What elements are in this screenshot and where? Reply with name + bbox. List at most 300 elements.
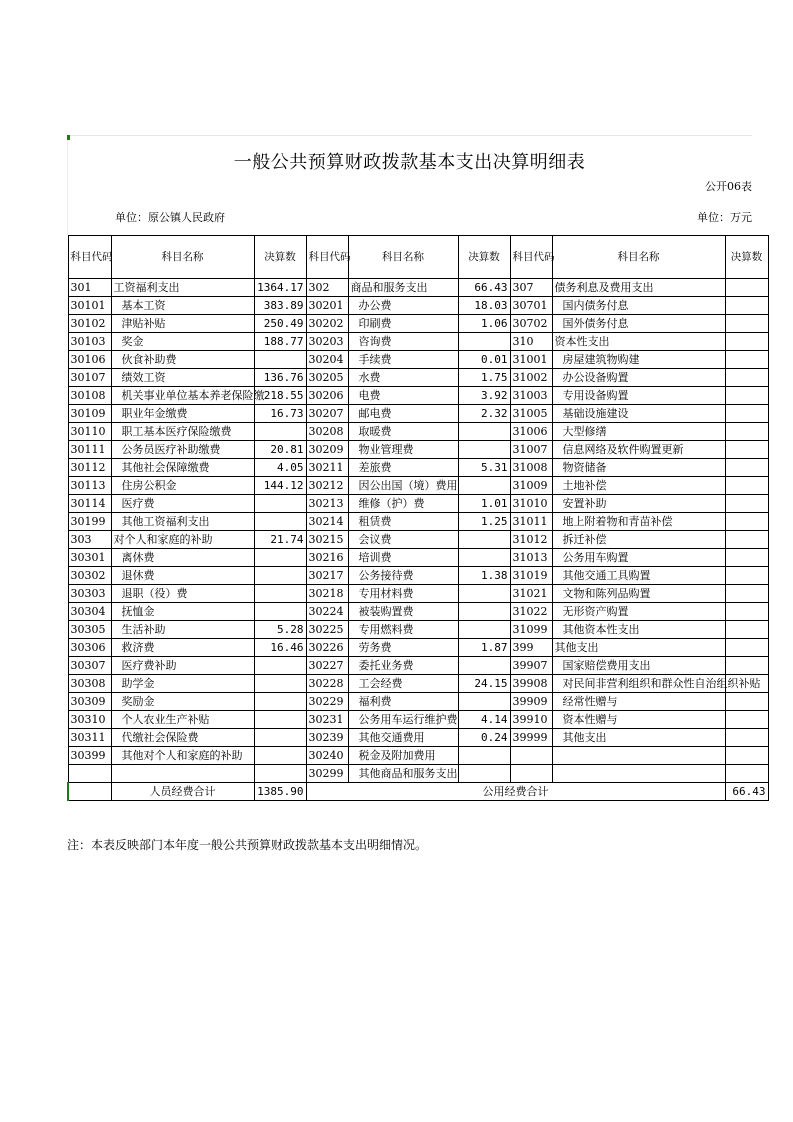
- cell-name: 医疗费: [111, 495, 254, 513]
- cell-name: 资本性赠与: [552, 711, 725, 729]
- cell-name: 医疗费补助: [111, 657, 254, 675]
- cell-amount: 1364.17: [254, 279, 306, 297]
- cell-name: 国家赔偿费用支出: [552, 657, 725, 675]
- cell-amount: [254, 747, 306, 765]
- cell-code: 30299: [306, 765, 348, 783]
- cell-amount: 1.75: [458, 369, 510, 387]
- cell-amount: 1.25: [458, 513, 510, 531]
- cell-code: 30309: [68, 693, 111, 711]
- cell-amount: [458, 693, 510, 711]
- cell-code: 31013: [510, 549, 552, 567]
- table-row: [68, 315, 768, 333]
- cell-code: 30701: [510, 297, 552, 315]
- cell-amount: [725, 333, 768, 351]
- cell-amount: [254, 513, 306, 531]
- cell-amount: [254, 567, 306, 585]
- cell-name: 抚恤金: [111, 603, 254, 621]
- cell-name: 邮电费: [348, 405, 458, 423]
- cell-amount: 1.38: [458, 567, 510, 585]
- cell-amount: [458, 549, 510, 567]
- cell-amount: [254, 423, 306, 441]
- cell-name: 其他商品和服务支出: [348, 765, 458, 783]
- cell-name: 其他支出: [552, 639, 725, 657]
- cell-code: 30228: [306, 675, 348, 693]
- cell-name: [552, 765, 725, 783]
- table-row: [68, 369, 768, 387]
- cell-name: 代缴社会保险费: [111, 729, 254, 747]
- cell-code: 30226: [306, 639, 348, 657]
- cell-name: 工会经费: [348, 675, 458, 693]
- cell-amount: 18.03: [458, 297, 510, 315]
- cell-amount: 218.55: [254, 387, 306, 405]
- cell-code: 30304: [68, 603, 111, 621]
- cell-code: 30231: [306, 711, 348, 729]
- cell-code: 30202: [306, 315, 348, 333]
- cell-code: 30214: [306, 513, 348, 531]
- cell-amount: [725, 405, 768, 423]
- cell-amount: 20.81: [254, 441, 306, 459]
- cell-name: 劳务费: [348, 639, 458, 657]
- cell-amount: [725, 693, 768, 711]
- table-row: [68, 621, 768, 639]
- cell-name: 奖励金: [111, 693, 254, 711]
- cell-amount: [458, 441, 510, 459]
- cell-code: 303: [68, 531, 111, 549]
- cell-name: 因公出国（境）费用: [348, 477, 458, 495]
- cell-code: 30103: [68, 333, 111, 351]
- personnel-total-label: 人员经费合计: [111, 783, 254, 801]
- expenditure-table: [67, 235, 769, 801]
- cell-amount: [254, 549, 306, 567]
- cell-name: 对个人和家庭的补助: [111, 531, 254, 549]
- header-code-3: 科目代码: [510, 236, 552, 279]
- cell-name: 其他支出: [552, 729, 725, 747]
- cell-code: 30302: [68, 567, 111, 585]
- table-row: [68, 333, 768, 351]
- cell-code: 30112: [68, 459, 111, 477]
- cell-name: 专用材料费: [348, 585, 458, 603]
- cell-code: 39907: [510, 657, 552, 675]
- table-row: [68, 693, 768, 711]
- table-row: [68, 513, 768, 531]
- cell-name: 差旅费: [348, 459, 458, 477]
- cell-code: 30399: [68, 747, 111, 765]
- cell-name: 其他交通费用: [348, 729, 458, 747]
- cell-amount: 4.05: [254, 459, 306, 477]
- cell-code: 30203: [306, 333, 348, 351]
- cell-name: 公务接待费: [348, 567, 458, 585]
- cell-name: 机关事业单位基本养老保险缴: [111, 387, 254, 405]
- cell-amount: 1.87: [458, 639, 510, 657]
- table-row: [68, 387, 768, 405]
- header-name-1: 科目名称: [111, 236, 254, 279]
- cell-amount: [254, 657, 306, 675]
- header-amount-2: 决算数: [458, 236, 510, 279]
- cell-amount: 188.77: [254, 333, 306, 351]
- header-code-1: 科目代码: [68, 236, 111, 279]
- cell-amount: [254, 603, 306, 621]
- cell-name: 退职（役）费: [111, 585, 254, 603]
- cell-name: 伙食补助费: [111, 351, 254, 369]
- cell-name: 税金及附加费用: [348, 747, 458, 765]
- cell-code: 31010: [510, 495, 552, 513]
- cell-amount: [725, 747, 768, 765]
- cell-code: 30307: [68, 657, 111, 675]
- table-row: [68, 405, 768, 423]
- header-name-2: 科目名称: [348, 236, 458, 279]
- table-body: [68, 279, 768, 783]
- cell-amount: 1.06: [458, 315, 510, 333]
- cell-code: 31011: [510, 513, 552, 531]
- cell-name: 离休费: [111, 549, 254, 567]
- personnel-total-value: 1385.90: [254, 783, 306, 801]
- cell-code: 399: [510, 639, 552, 657]
- cell-amount: 5.31: [458, 459, 510, 477]
- currency-unit-label: 单位：万元: [697, 211, 752, 224]
- cell-code: 30305: [68, 621, 111, 639]
- cell-amount: [254, 585, 306, 603]
- header-amount-3: 决算数: [725, 236, 768, 279]
- cell-name: 办公设备购置: [552, 369, 725, 387]
- cell-code: 30213: [306, 495, 348, 513]
- cell-code: 30106: [68, 351, 111, 369]
- totals-blank: [68, 783, 111, 801]
- cell-code: 30702: [510, 315, 552, 333]
- cell-amount: [725, 531, 768, 549]
- cell-name: 咨询费: [348, 333, 458, 351]
- cell-name: 取暖费: [348, 423, 458, 441]
- cell-code: 31009: [510, 477, 552, 495]
- cell-name: 培训费: [348, 549, 458, 567]
- cell-name: 电费: [348, 387, 458, 405]
- cell-code: 30108: [68, 387, 111, 405]
- cell-name: 其他交通工具购置: [552, 567, 725, 585]
- cell-code: 30215: [306, 531, 348, 549]
- cell-amount: [725, 387, 768, 405]
- cell-amount: [725, 513, 768, 531]
- cell-code: 31012: [510, 531, 552, 549]
- cell-name: [111, 765, 254, 783]
- table-header-row: [68, 236, 768, 279]
- cell-code: 31005: [510, 405, 552, 423]
- cell-name: 专用设备购置: [552, 387, 725, 405]
- cell-name: 生活补助: [111, 621, 254, 639]
- cell-name: 公务用车购置: [552, 549, 725, 567]
- cell-code: 30311: [68, 729, 111, 747]
- cell-code: 30113: [68, 477, 111, 495]
- cell-code: 30114: [68, 495, 111, 513]
- cell-name: 奖金: [111, 333, 254, 351]
- cell-amount: 250.49: [254, 315, 306, 333]
- table-row: [68, 459, 768, 477]
- cell-amount: [254, 675, 306, 693]
- cell-code: 30111: [68, 441, 111, 459]
- cell-marker: [67, 135, 70, 140]
- cell-name: 其他工资福利支出: [111, 513, 254, 531]
- cell-code: 30109: [68, 405, 111, 423]
- cell-name: 文物和陈列品购置: [552, 585, 725, 603]
- cell-amount: [458, 765, 510, 783]
- cell-name: 国外债务付息: [552, 315, 725, 333]
- cell-code: 30206: [306, 387, 348, 405]
- cell-name: 对民间非营利组织和群众性自治组织补贴: [552, 675, 725, 693]
- cell-code: 301: [68, 279, 111, 297]
- cell-name: 国内债务付息: [552, 297, 725, 315]
- cell-code: 30308: [68, 675, 111, 693]
- cell-code: 30205: [306, 369, 348, 387]
- header-name-3: 科目名称: [552, 236, 725, 279]
- public-total-label: 公用经费合计: [306, 783, 725, 801]
- cell-code: 30207: [306, 405, 348, 423]
- cell-amount: [254, 693, 306, 711]
- cell-name: 会议费: [348, 531, 458, 549]
- table-row: [68, 279, 768, 297]
- cell-amount: 2.32: [458, 405, 510, 423]
- cell-name: 福利费: [348, 693, 458, 711]
- form-number: 公开06表: [705, 180, 752, 193]
- cell-name: 物资储备: [552, 459, 725, 477]
- cell-amount: [725, 567, 768, 585]
- sheet-top-border: [67, 135, 752, 136]
- cell-name: 物业管理费: [348, 441, 458, 459]
- cell-name: 资本性支出: [552, 333, 725, 351]
- table-row: [68, 603, 768, 621]
- cell-name: 退休费: [111, 567, 254, 585]
- table-row: [68, 765, 768, 783]
- cell-amount: 5.28: [254, 621, 306, 639]
- cell-code: 30199: [68, 513, 111, 531]
- table-row: [68, 729, 768, 747]
- unit-label: 单位：原公镇人民政府: [115, 211, 225, 224]
- cell-amount: 66.43: [458, 279, 510, 297]
- cell-amount: [725, 351, 768, 369]
- cell-amount: 136.76: [254, 369, 306, 387]
- cell-amount: 21.74: [254, 531, 306, 549]
- cell-code: [68, 765, 111, 783]
- cell-code: 39999: [510, 729, 552, 747]
- table-row: [68, 567, 768, 585]
- cell-code: 310: [510, 333, 552, 351]
- header-amount-1: 决算数: [254, 236, 306, 279]
- cell-amount: [254, 351, 306, 369]
- cell-code: 30224: [306, 603, 348, 621]
- cell-amount: [725, 711, 768, 729]
- cell-name: 职工基本医疗保险缴费: [111, 423, 254, 441]
- cell-name: 经常性赠与: [552, 693, 725, 711]
- cell-code: 39908: [510, 675, 552, 693]
- cell-amount: [725, 729, 768, 747]
- cell-code: 39909: [510, 693, 552, 711]
- cell-amount: [725, 477, 768, 495]
- public-total-value: 66.43: [725, 783, 768, 801]
- cell-code: 30229: [306, 693, 348, 711]
- table-row: [68, 747, 768, 765]
- cell-code: 30227: [306, 657, 348, 675]
- cell-name: 公务用车运行维护费: [348, 711, 458, 729]
- table-row: [68, 495, 768, 513]
- cell-name: 其他对个人和家庭的补助: [111, 747, 254, 765]
- cell-name: 拆迁补偿: [552, 531, 725, 549]
- totals-row: [68, 783, 768, 801]
- cell-amount: [458, 531, 510, 549]
- cell-amount: 24.15: [458, 675, 510, 693]
- cell-amount: [725, 495, 768, 513]
- cell-name: 工资福利支出: [111, 279, 254, 297]
- cell-name: 基本工资: [111, 297, 254, 315]
- cell-amount: [725, 549, 768, 567]
- cell-code: 31021: [510, 585, 552, 603]
- cell-code: 31006: [510, 423, 552, 441]
- cell-code: 30239: [306, 729, 348, 747]
- cell-amount: [725, 369, 768, 387]
- table-row: [68, 423, 768, 441]
- cell-amount: [458, 423, 510, 441]
- cell-amount: 0.24: [458, 729, 510, 747]
- cell-code: 302: [306, 279, 348, 297]
- cell-code: 31002: [510, 369, 552, 387]
- cell-name: [552, 747, 725, 765]
- table-row: [68, 477, 768, 495]
- cell-amount: [725, 459, 768, 477]
- table-row: [68, 711, 768, 729]
- cell-name: 救济费: [111, 639, 254, 657]
- cell-amount: [458, 621, 510, 639]
- cell-code: 31008: [510, 459, 552, 477]
- cell-name: 维修（护）费: [348, 495, 458, 513]
- cell-amount: [458, 333, 510, 351]
- table-row: [68, 351, 768, 369]
- cell-amount: 0.01: [458, 351, 510, 369]
- cell-code: 30204: [306, 351, 348, 369]
- cell-amount: 16.73: [254, 405, 306, 423]
- cell-amount: [725, 765, 768, 783]
- cell-amount: [725, 279, 768, 297]
- cell-code: 30303: [68, 585, 111, 603]
- cell-name: 津贴补贴: [111, 315, 254, 333]
- table-row: [68, 585, 768, 603]
- cell-amount: [458, 585, 510, 603]
- cell-amount: 16.46: [254, 639, 306, 657]
- cell-code: 31099: [510, 621, 552, 639]
- table-row: [68, 657, 768, 675]
- cell-name: 公务员医疗补助缴费: [111, 441, 254, 459]
- cell-amount: [254, 711, 306, 729]
- cell-amount: [458, 603, 510, 621]
- cell-code: 30310: [68, 711, 111, 729]
- cell-name: 个人农业生产补贴: [111, 711, 254, 729]
- cell-code: 30209: [306, 441, 348, 459]
- cell-amount: [725, 639, 768, 657]
- cell-name: 印刷费: [348, 315, 458, 333]
- cell-code: 30107: [68, 369, 111, 387]
- cell-amount: 1.01: [458, 495, 510, 513]
- cell-amount: 4.14: [458, 711, 510, 729]
- cell-amount: [725, 315, 768, 333]
- cell-name: 住房公积金: [111, 477, 254, 495]
- cell-name: 其他社会保障缴费: [111, 459, 254, 477]
- cell-name: 基础设施建设: [552, 405, 725, 423]
- cell-name: 助学金: [111, 675, 254, 693]
- cell-amount: [458, 747, 510, 765]
- cell-code: 31022: [510, 603, 552, 621]
- cell-code: 30225: [306, 621, 348, 639]
- cell-name: 其他资本性支出: [552, 621, 725, 639]
- cell-code: 30208: [306, 423, 348, 441]
- cell-name: 商品和服务支出: [348, 279, 458, 297]
- table-row: [68, 639, 768, 657]
- cell-name: 被装购置费: [348, 603, 458, 621]
- cell-amount: [725, 603, 768, 621]
- cell-code: 30102: [68, 315, 111, 333]
- cell-amount: [725, 585, 768, 603]
- cell-code: 30306: [68, 639, 111, 657]
- cell-code: 39910: [510, 711, 552, 729]
- cell-amount: [254, 729, 306, 747]
- cell-amount: 383.89: [254, 297, 306, 315]
- cell-code: 30101: [68, 297, 111, 315]
- cell-name: 大型修缮: [552, 423, 725, 441]
- cell-amount: [725, 297, 768, 315]
- table-row: [68, 531, 768, 549]
- cell-code: 30201: [306, 297, 348, 315]
- cell-name: 土地补偿: [552, 477, 725, 495]
- cell-code: 31007: [510, 441, 552, 459]
- table-row: [68, 441, 768, 459]
- cell-code: 31003: [510, 387, 552, 405]
- cell-code: [510, 747, 552, 765]
- cell-code: 30212: [306, 477, 348, 495]
- cell-code: 30240: [306, 747, 348, 765]
- cell-code: 30218: [306, 585, 348, 603]
- cell-code: 31001: [510, 351, 552, 369]
- cell-name: 租赁费: [348, 513, 458, 531]
- header-code-2: 科目代码: [306, 236, 348, 279]
- cell-name: 水费: [348, 369, 458, 387]
- cell-name: 安置补助: [552, 495, 725, 513]
- table-row: [68, 675, 768, 693]
- footnote: 注：本表反映部门本年度一般公共预算财政拨款基本支出明细情况。: [67, 838, 428, 852]
- cell-name: 债务利息及费用支出: [552, 279, 725, 297]
- cell-name: 职业年金缴费: [111, 405, 254, 423]
- cell-amount: [725, 441, 768, 459]
- cell-name: 地上附着物和青苗补偿: [552, 513, 725, 531]
- cell-amount: 3.92: [458, 387, 510, 405]
- cell-amount: [458, 657, 510, 675]
- cell-code: 30211: [306, 459, 348, 477]
- cell-code: 30110: [68, 423, 111, 441]
- cell-name: 绩效工资: [111, 369, 254, 387]
- cell-name: 专用燃料费: [348, 621, 458, 639]
- cell-code: [510, 765, 552, 783]
- cell-name: 信息网络及软件购置更新: [552, 441, 725, 459]
- table-row: [68, 549, 768, 567]
- cell-amount: [725, 657, 768, 675]
- cell-code: 30216: [306, 549, 348, 567]
- table-row: [68, 297, 768, 315]
- cell-name: 办公费: [348, 297, 458, 315]
- cell-name: 委托业务费: [348, 657, 458, 675]
- cell-code: 30301: [68, 549, 111, 567]
- cell-code: 307: [510, 279, 552, 297]
- cell-amount: [725, 621, 768, 639]
- cell-amount: [254, 495, 306, 513]
- cell-amount: [725, 423, 768, 441]
- cell-code: 30217: [306, 567, 348, 585]
- cell-amount: [254, 765, 306, 783]
- cell-name: 无形资产购置: [552, 603, 725, 621]
- cell-code: 31019: [510, 567, 552, 585]
- cell-amount: [458, 477, 510, 495]
